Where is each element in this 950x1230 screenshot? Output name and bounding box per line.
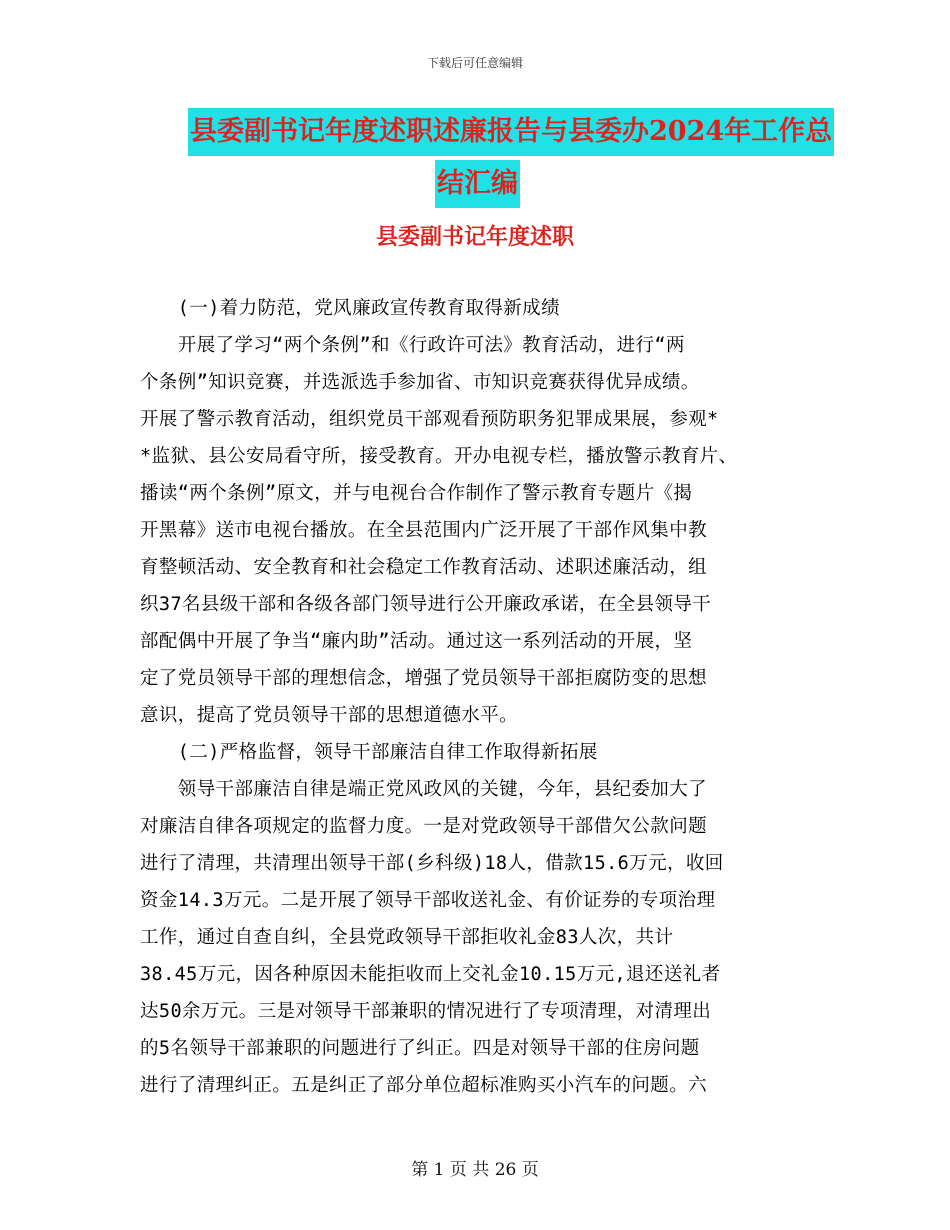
body-line: 的5名领导干部兼职的问题进行了纠正。四是对领导干部的住房问题 [140,1038,700,1059]
body-line: 进行了清理，共清理出领导干部(乡科级)18人，借款15.6万元，收回 [140,853,724,874]
body-line: 工作，通过自查自纠，全县党政领导干部拒收礼金83人次，共计 [140,927,674,948]
page-footer: 第 1 页 共 26 页 [411,1160,539,1180]
body-line: 织37名县级干部和各级各部门领导进行公开廉政承诺，在全县领导干 [140,594,712,615]
body-line: 领导干部廉洁自律是端正党风政风的关键，今年，县纪委加大了 [140,779,708,800]
body-line: 部配偶中开展了争当“廉内助”活动。通过这一系列活动的开展，坚 [140,631,693,652]
body-line: 达50余万元。三是对领导干部兼职的情况进行了专项清理，对清理出 [140,1001,712,1022]
section-title: 县委副书记年度述职 [375,224,574,250]
body-line: 对廉洁自律各项规定的监督力度。一是对党政领导干部借欠公款问题 [140,816,708,837]
header-note: 下载后可任意编辑 [426,56,523,70]
body-line: 开黑幕》送市电视台播放。在全县范围内广泛开展了干部作风集中教 [140,520,708,541]
body-line: *监狱、县公安局看守所，接受教育。开办电视专栏，播放警示教育片、 [140,446,738,467]
body-line: 意识，提高了党员领导干部的思想道德水平。 [140,705,519,726]
body-line: 38.45万元，因各种原因未能拒收而上交礼金10.15万元,退还送礼者 [140,964,721,985]
body-text [140,290,820,1104]
body-line: 定了党员领导干部的理想信念，增强了党员领导干部拒腐防变的思想 [140,668,708,689]
body-line: 育整顿活动、安全教育和社会稳定工作教育活动、述职述廉活动，组 [140,557,708,578]
document-title [140,108,850,208]
body-line: 播读“两个条例”原文，并与电视台合作制作了警示教育专题片《揭 [140,483,693,504]
body-line: (二)严格监督，领导干部廉洁自律工作取得新拓展 [140,742,598,763]
body-line: 进行了清理纠正。五是纠正了部分单位超标准购买小汽车的问题。六 [140,1075,708,1096]
body-line: 开展了学习“两个条例”和《行政许可法》教育活动，进行“两 [140,335,685,356]
document-title-line-2: 结汇编 [435,160,520,208]
body-line: (一)着力防范，党风廉政宣传教育取得新成绩 [140,298,560,319]
body-line: 资金14.3万元。二是开展了领导干部收送礼金、有价证券的专项治理 [140,890,716,911]
document-title-line-1: 县委副书记年度述职述廉报告与县委办2024年工作总 [188,108,834,156]
body-line: 开展了警示教育活动，组织党员干部观看预防职务犯罪成果展，参观* [140,409,719,430]
body-line: 个条例”知识竞赛，并选派选手参加省、市知识竞赛获得优异成绩。 [140,372,700,393]
